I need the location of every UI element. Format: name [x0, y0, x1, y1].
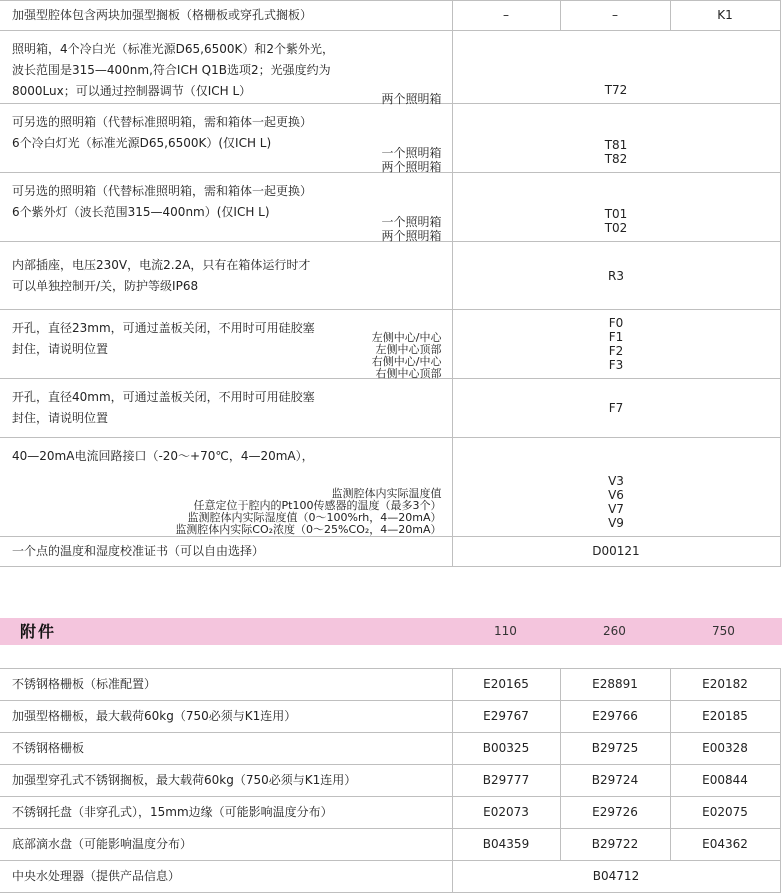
description-line: 封住，请说明位置 — [12, 342, 109, 356]
table-row — [0, 797, 780, 829]
option-description: 加强型腔体包含两块加强型搁板（格栅板或穿孔式搁板） — [0, 1, 452, 31]
accessory-label: 中央水处理器（提供产品信息） — [0, 861, 452, 893]
description-line: 波长范围是315—400nm,符合ICH Q1B选项2；光强度约为 — [12, 63, 331, 77]
table-row — [0, 379, 780, 438]
accessories-header — [0, 618, 782, 645]
sub-label: 两个照明箱 — [381, 92, 442, 106]
description-line: 可另选的照明箱（代替标准照明箱，需和箱体一起更换） — [12, 115, 313, 129]
sub-label: 监测腔体内实际CO₂浓度（0～25%CO₂，4—20mA） — [175, 523, 442, 536]
table-row — [0, 310, 780, 379]
accessory-label: 底部滴水盘（可能影响温度分布） — [0, 829, 452, 861]
code-cell-260: – — [560, 1, 670, 31]
order-code: T72 — [452, 31, 780, 104]
code-cell-750: E02075 — [670, 797, 780, 829]
sub-label: 两个照明箱 — [381, 160, 442, 174]
table-row — [0, 733, 780, 765]
code-cell-260: B29724 — [560, 765, 670, 797]
option-description — [0, 242, 452, 310]
order-code: B04712 — [452, 861, 780, 893]
code-cell-750: E20185 — [670, 701, 780, 733]
order-code: V3 V6 V7 V9 — [452, 438, 780, 537]
column-header-110: 110 — [494, 624, 517, 638]
code-cell-750: E00844 — [670, 765, 780, 797]
table-row — [0, 537, 780, 567]
column-header-750: 750 — [712, 624, 735, 638]
description-line: 8000Lux；可以通过控制器调节（仅ICH L） — [12, 84, 252, 98]
accessories-table — [0, 668, 781, 893]
description-line: 开孔，直径40mm，可通过盖板关闭，不用时可用硅胶塞 — [12, 390, 315, 404]
table-row — [0, 701, 780, 733]
accessory-label: 加强型穿孔式不锈钢搁板，最大载荷60kg（750必须与K1连用） — [0, 765, 452, 797]
sub-label: 左侧中心/中心 — [371, 331, 442, 344]
code-cell-110: B04359 — [452, 829, 560, 861]
code-cell-110: B29777 — [452, 765, 560, 797]
sub-label: 监测腔体内实际湿度值（0～100%rh，4—20mA） — [187, 511, 442, 524]
order-code: F7 — [452, 379, 780, 438]
order-code: D00121 — [452, 537, 780, 567]
option-description — [0, 310, 452, 379]
order-code: T81 T82 — [452, 104, 780, 173]
table-row — [0, 173, 780, 242]
code-cell-260: E28891 — [560, 669, 670, 701]
code-cell-110: B00325 — [452, 733, 560, 765]
sub-label: 两个照明箱 — [381, 229, 442, 243]
description-line: 40—20mA电流回路接口（-20～+70℃，4—20mA）， — [12, 449, 314, 463]
description-line: 6个紫外灯（波长范围315—400nm）(仅ICH L) — [12, 205, 270, 219]
option-description — [0, 31, 452, 104]
code-cell-750: E00328 — [670, 733, 780, 765]
option-description — [0, 379, 452, 438]
sub-label: 一个照明箱 — [381, 146, 442, 160]
table-row — [0, 104, 780, 173]
description-line: 封住，请说明位置 — [12, 411, 109, 425]
table-row — [0, 669, 780, 701]
code-cell-110: E02073 — [452, 797, 560, 829]
table-row — [0, 438, 780, 537]
code-cell-110: E20165 — [452, 669, 560, 701]
description-line: 可以单独控制开/关，防护等级IP68 — [12, 278, 199, 293]
table-row — [0, 829, 780, 861]
order-code: T01 T02 — [452, 173, 780, 242]
description-line: 开孔，直径23mm，可通过盖板关闭，不用时可用硅胶塞 — [12, 321, 315, 335]
code-cell-110: – — [452, 1, 560, 31]
accessory-label: 不锈钢格栅板（标准配置） — [0, 669, 452, 701]
sub-label: 一个照明箱 — [381, 215, 442, 229]
section-title: 附件 — [20, 622, 57, 641]
table-row — [0, 31, 780, 104]
sub-label: 任意定位于腔内的Pt100传感器的温度（最多3个） — [193, 499, 442, 512]
table-row — [0, 242, 780, 310]
option-description: 一个点的温度和湿度校准证书（可以自由选择） — [0, 537, 452, 567]
code-cell-260: B29722 — [560, 829, 670, 861]
sub-label: 右侧中心/中心 — [371, 355, 442, 368]
code-cell-110: E29767 — [452, 701, 560, 733]
code-cell-750: E04362 — [670, 829, 780, 861]
accessory-label: 不锈钢格栅板 — [0, 733, 452, 765]
description-line: 6个冷白灯光（标准光源D65,6500K）(仅ICH L) — [12, 136, 272, 150]
sub-label: 左侧中心顶部 — [375, 343, 442, 356]
table-row — [0, 1, 780, 31]
order-code: F0 F1 F2 F3 — [452, 310, 780, 379]
code-cell-260: B29725 — [560, 733, 670, 765]
accessory-label: 不锈钢托盘（非穿孔式），15mm边缘（可能影响温度分布） — [0, 797, 452, 829]
sub-label: 监测腔体内实际温度值 — [331, 487, 442, 500]
table-row — [0, 765, 780, 797]
description-line: 照明箱，4个冷白光（标准光源D65,6500K）和2个紫外光， — [12, 42, 335, 56]
option-description — [0, 438, 452, 537]
code-cell-260: E29766 — [560, 701, 670, 733]
option-description — [0, 104, 452, 173]
code-cell-750: E20182 — [670, 669, 780, 701]
sub-label: 右侧中心顶部 — [375, 367, 442, 380]
description-line: 可另选的照明箱（代替标准照明箱，需和箱体一起更换） — [12, 184, 313, 198]
description-line: 内部插座，电压230V，电流2.2A，只有在箱体运行时才 — [12, 257, 311, 272]
option-description — [0, 173, 452, 242]
code-cell-260: E29726 — [560, 797, 670, 829]
column-header-260: 260 — [603, 624, 626, 638]
code-cell-750: K1 — [670, 1, 780, 31]
accessory-label: 加强型格栅板，最大载荷60kg（750必须与K1连用） — [0, 701, 452, 733]
order-code: R3 — [452, 242, 780, 310]
